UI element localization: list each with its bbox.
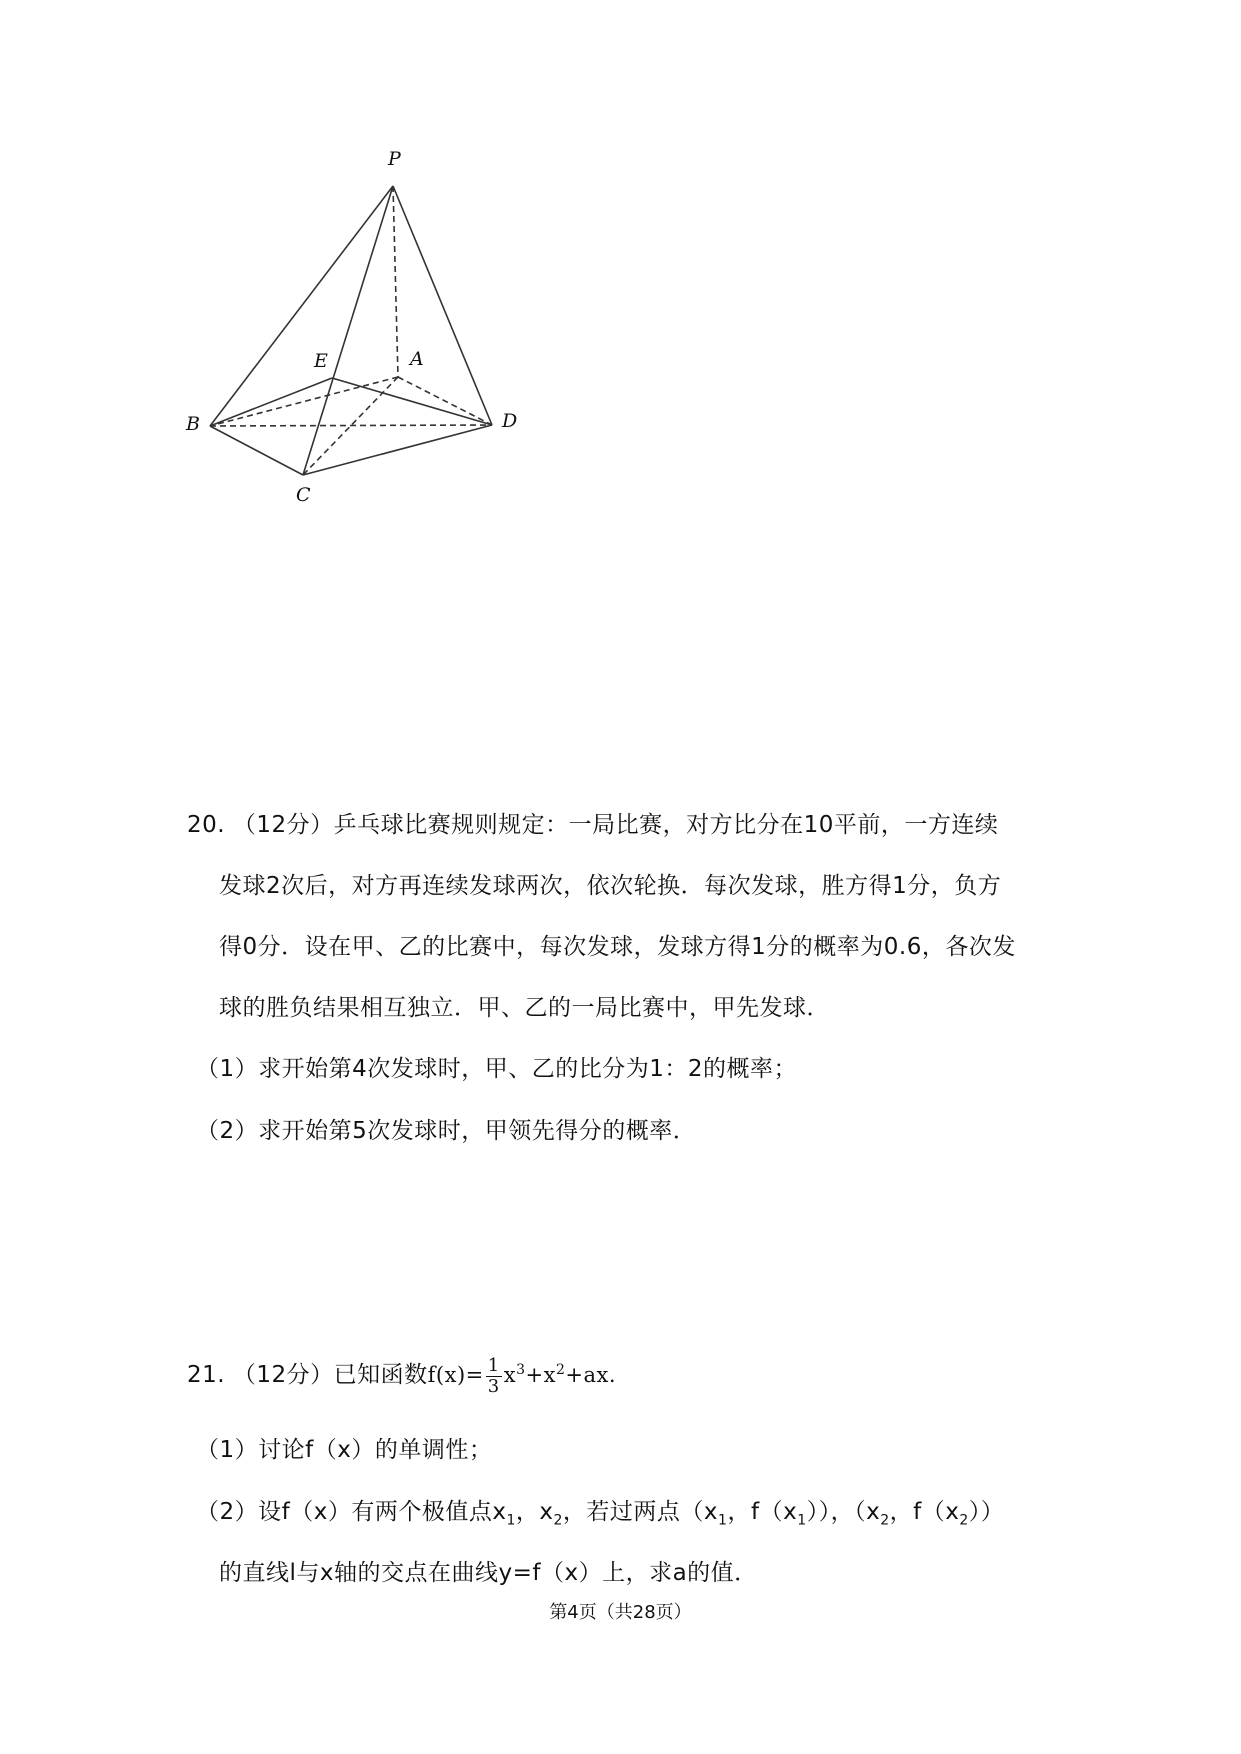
label-a: A [410, 348, 425, 370]
formula-exponent: 2 [555, 1362, 566, 1378]
formula-term: +x [525, 1363, 556, 1387]
formula-fraction [486, 1356, 502, 1397]
page-footer: 第4页（共28页） [549, 1602, 692, 1623]
text: ，f（x [727, 1499, 798, 1525]
label-e: E [314, 350, 329, 372]
subscript: 2 [959, 1512, 969, 1529]
solid-edges [210, 186, 492, 475]
text: ，若过两点（x [562, 1499, 719, 1525]
q20-part1: （1）求开始第4次发球时，甲、乙的比分为1：2的概率； [196, 1056, 798, 1082]
label-p: P [388, 148, 402, 170]
text: （2）设f（x）有两个极值点x [196, 1499, 507, 1525]
subscript: 1 [506, 1512, 516, 1529]
label-b: B [186, 413, 201, 435]
q21-part1: （1）讨论f（x）的单调性； [196, 1437, 493, 1463]
q21-part2-cont: 的直线l与x轴的交点在曲线y=f（x）上，求a的值． [219, 1560, 758, 1586]
text: ，f（x [889, 1499, 960, 1525]
formula-lhs: f(x)= [427, 1363, 484, 1387]
q20-line-4: 球的胜负结果相互独立．甲、乙的一局比赛中，甲先发球． [219, 995, 830, 1021]
q20-line-2: 发球2次后，对方再连续发球两次，依次轮换．每次发球，胜方得1分，负方 [219, 873, 1002, 899]
subscript: 1 [797, 1512, 807, 1529]
q21-part2 [196, 1493, 1004, 1529]
formula-term: x [503, 1363, 517, 1387]
q20-line-1: 20. （12分）乒乓球比赛规则规定：一局比赛，对方比分在10平前，一方连续 [187, 812, 999, 838]
pyramid-figure [0, 0, 1241, 560]
q21-intro [187, 1356, 616, 1397]
formula-term: +ax. [565, 1363, 616, 1387]
text: ）），（x [806, 1499, 881, 1525]
label-d: D [502, 410, 518, 432]
q20-line-3: 得0分．设在甲、乙的比赛中，每次发球，发球方得1分的概率为0.6，各次发 [219, 934, 1016, 960]
subscript: 2 [553, 1512, 563, 1529]
q21-formula [427, 1355, 616, 1397]
formula-exponent: 3 [516, 1362, 526, 1378]
dashed-edges [210, 186, 492, 475]
q21-intro-text: 21. （12分）已知函数 [187, 1362, 428, 1388]
label-c: C [296, 484, 312, 506]
fraction-denominator: 3 [487, 1376, 500, 1397]
text: ，x [515, 1499, 554, 1525]
subscript: 1 [718, 1512, 728, 1529]
subscript: 2 [880, 1512, 890, 1529]
q20-part2: （2）求开始第5次发球时，甲领先得分的概率． [196, 1118, 697, 1144]
fraction-numerator: 1 [487, 1355, 500, 1376]
text: ）） [968, 1499, 1005, 1525]
